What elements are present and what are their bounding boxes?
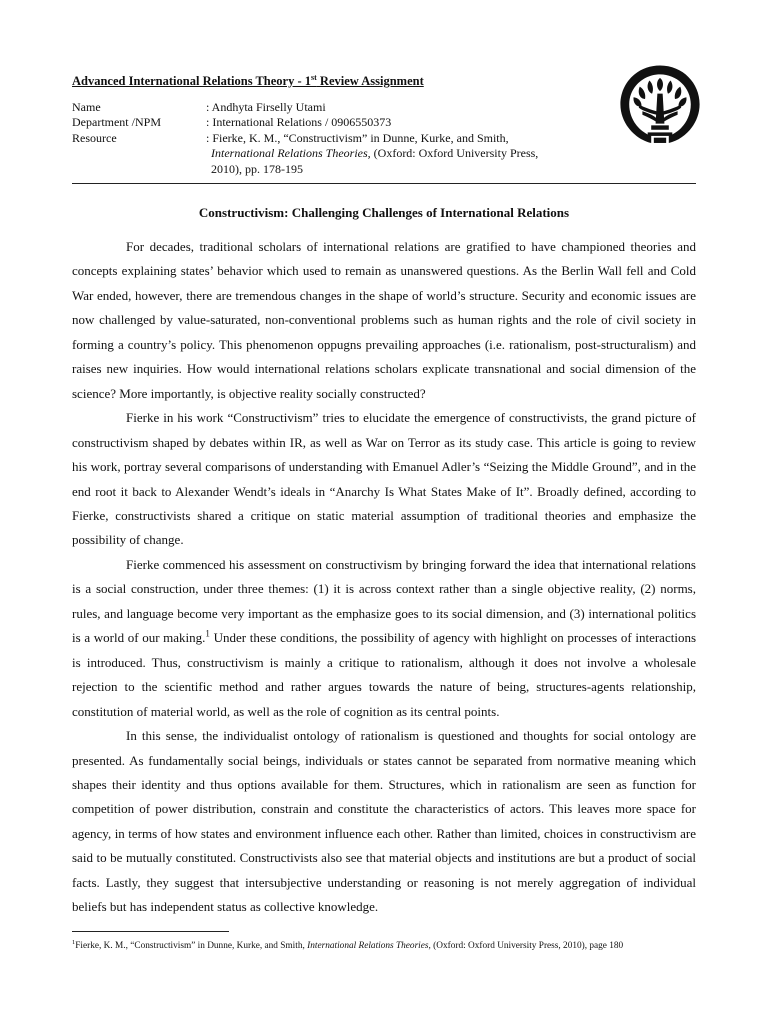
paragraph-3 — [72, 553, 696, 724]
resource-value — [206, 131, 592, 177]
assignment-title-superscript: st — [311, 73, 317, 82]
paragraph-2: Fierke in his work “Constructivism” tries to elucidate the emergence of constructivists, the grand picture of constructivism shaped by debates within IR, as well as War on Terror as its study case. This article is going to review his work, portray several comparisons of understanding with Emanuel Adler’s “Seizing the Middle Ground”, and in the end root it back to Alexander Wendt’s ideals in “Anarchy Is What States Make of It”. Broadly defined, according to Fierke, constructivists shared a critique on static material assumption of traditional theories and emphasize the possibility of change. — [72, 410, 696, 548]
footnote — [72, 937, 696, 952]
resource-line-2 — [206, 146, 592, 161]
paragraph-1: For decades, traditional scholars of international relations are gratified to have championed theories and concepts explaining states’ behavior which used to remain as unanswered questions. As the Berlin Wall fell and Cold War ended, however, there are tremendous changes in the shape of world’s structure. Security and economic issues are now challenged by value-saturated, non-conventional problems such as human rights and the role of civil society in forming a country’s policy. This phenomenon oppugns prevailing approaches (i.e. rationalism, post-structuralism) and raises new inquiries. How would international relations scholars explicate transnational and social dimension of the science? More importantly, is objective reality socially constructed? — [72, 239, 696, 401]
resource-line-1: : Fierke, K. M., “Constructivism” in Dunne, Kurke, and Smith, — [206, 130, 509, 145]
university-seal-icon — [616, 62, 704, 150]
resource-publisher: (Oxford: Oxford University Press, — [370, 146, 539, 161]
footnote-suffix: (Oxford: Oxford University Press, 2010), page 180 — [430, 941, 624, 952]
body-text — [72, 235, 696, 920]
info-row-resource — [72, 131, 592, 177]
paragraph-3-text-continued: Under these conditions, the possibility of agency with highlight on processes of interactions is introduced. Thus, constructivism is mainly a critique to rationalism, although it does not involve a wholesale rejection to the scientific method and rather argues towards the nature of being, structures-agents relationship, constitution of material world, as well as the role of cognition as its central points. — [72, 630, 697, 719]
paragraph-4: In this sense, the individualist ontology of rationalism is questioned and thoughts for social ontology are presented. As fundamentally social beings, individuals or states cannot be separated from normative meaning which shapes their identity and thus options available for them. Structures, which in rationalism are seen as function for competition of power distribution, constrain and constitute the characteristics of actors. This leaves more space for agency, in terms of how states and environment influence each other. Rather than limited, choices in constructivism are said to be mutually constituted. Constructivists also see that material objects and institutions are but a product of social facts. Lastly, they suggest that intersubjective understanding or reasoning is not merely aggregation of individual beliefs but has independent status as collective knowledge. — [72, 728, 696, 915]
header-divider — [72, 183, 696, 184]
paragraph-3-text: Fierke commenced his assessment on constructivism by bringing forward the idea that international relations is a social construction, under three themes: (1) it is across context rather than a single objective reality, (2) norms, rules, and language become very important as the emphasize goes to its social dimension, and (3) international politics is a world of our making. — [72, 556, 696, 646]
name-label: Name — [72, 100, 101, 114]
department-label: Department /NPM — [72, 115, 161, 130]
footnote-prefix: Fierke, K. M., “Constructivism” in Dunne, Kurke, and Smith, — [75, 941, 308, 952]
info-row-name — [72, 100, 592, 115]
resource-book-title: International Relations Theories, — [211, 146, 371, 161]
assignment-title-suffix: Review Assignment — [316, 74, 424, 89]
footnote-reference[interactable]: 1 — [205, 628, 210, 639]
assignment-title — [72, 73, 424, 89]
footnote-book-title: International Relations Theories, — [307, 941, 431, 952]
footnote-mark: 1 — [72, 939, 76, 946]
assignment-title-text: Advanced International Relations Theory - 1 — [72, 74, 312, 89]
info-row-department — [72, 115, 592, 130]
resource-label: Resource — [72, 130, 117, 145]
department-value: : International Relations / 0906550373 — [206, 115, 392, 130]
name-value: : Andhyta Firselly Utami — [206, 100, 326, 114]
paper-title: Constructivism: Challenging Challenges of International Relations — [198, 205, 570, 220]
footnote-divider — [72, 931, 229, 932]
resource-line-3: 2010), pp. 178-195 — [211, 161, 303, 176]
author-info-block — [72, 100, 592, 177]
